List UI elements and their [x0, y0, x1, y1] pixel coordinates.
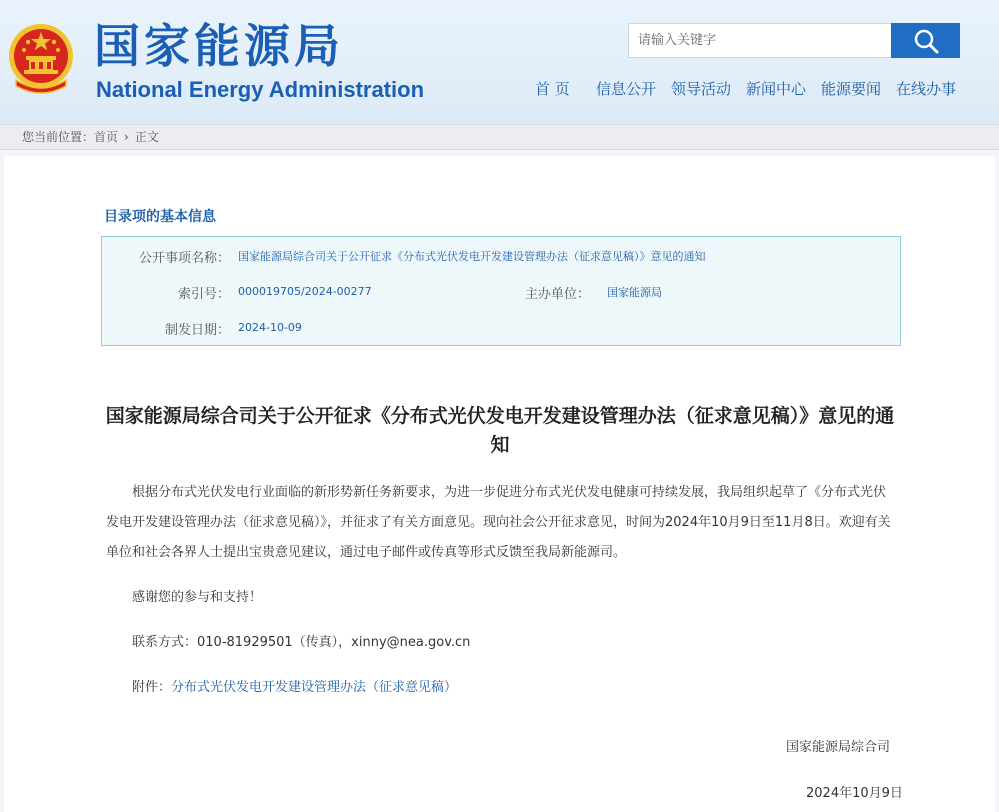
article-attachment [132, 678, 457, 698]
breadcrumb-separator: › [124, 130, 129, 144]
info-box [101, 236, 901, 346]
attachment-link[interactable]: 分布式光伏发电开发建设管理办法（征求意见稿） [171, 680, 458, 695]
nav-home[interactable]: 首 页 [535, 80, 570, 98]
attachment-label: 附件： [132, 680, 172, 695]
site-header [0, 0, 999, 124]
nav-online-services[interactable]: 在线办事 [896, 80, 957, 98]
info-date-label: 制发日期： [164, 323, 230, 338]
breadcrumb-current[interactable]: 正文 [134, 130, 159, 144]
nav-leadership[interactable]: 领导活动 [671, 80, 732, 98]
site-logo-en[interactable]: National Energy Administration [96, 77, 425, 102]
search-input[interactable] [628, 23, 892, 58]
info-name-value: 国家能源局综合司关于公开征求《分布式光伏发电开发建设管理办法（征求意见稿）》意见的通知 [238, 250, 706, 263]
info-unit-label: 主办单位： [524, 287, 590, 302]
info-section-title: 目录项的基本信息 [104, 209, 216, 225]
article-date: 2024年10月9日 [806, 786, 903, 801]
breadcrumb-prefix: 您当前位置： [22, 130, 95, 144]
nav-news-center[interactable]: 新闻中心 [746, 80, 807, 98]
article-body: 根据分布式光伏发电行业面临的新形势新任务新要求，为进一步促进分布式光伏发电健康可持续发展，我局组织起草了《分布式光伏发电开发建设管理办法（征求意见稿）》，并征求了有关方面意见。现向社会公开征求意见，时间为2024年10月9日至11月8日。欢迎有关单位和社会各界人士提出宝贵意见建议，通过电子邮件或传真等形式反馈至我局新能源司。 [106, 485, 891, 560]
info-date-value: 2024-10-09 [238, 321, 302, 334]
nav-energy-news[interactable]: 能源要闻 [821, 80, 882, 98]
article-contact: 联系方式：010-81929501（传真），xinny@nea.gov.cn [132, 635, 471, 650]
breadcrumb-home[interactable]: 首页 [94, 130, 119, 144]
info-index-value: 000019705/2024-00277 [238, 285, 372, 298]
site-logo-cn[interactable]: 国家能源局 [94, 19, 344, 73]
search-button[interactable] [891, 23, 960, 58]
info-index-label: 索引号： [177, 287, 230, 302]
article-thanks: 感谢您的参与和支持！ [132, 590, 263, 605]
nav-info-disclosure[interactable]: 信息公开 [596, 80, 657, 98]
article-title: 国家能源局综合司关于公开征求《分布式光伏发电开发建设管理办法（征求意见稿）》意见的通知 [105, 405, 895, 456]
article-signer: 国家能源局综合司 [786, 740, 891, 755]
breadcrumb [0, 124, 999, 150]
info-unit-value: 国家能源局 [607, 286, 662, 299]
national-emblem-icon[interactable] [6, 22, 76, 98]
info-name-label: 公开事项名称： [138, 251, 230, 266]
search-icon [913, 28, 939, 54]
